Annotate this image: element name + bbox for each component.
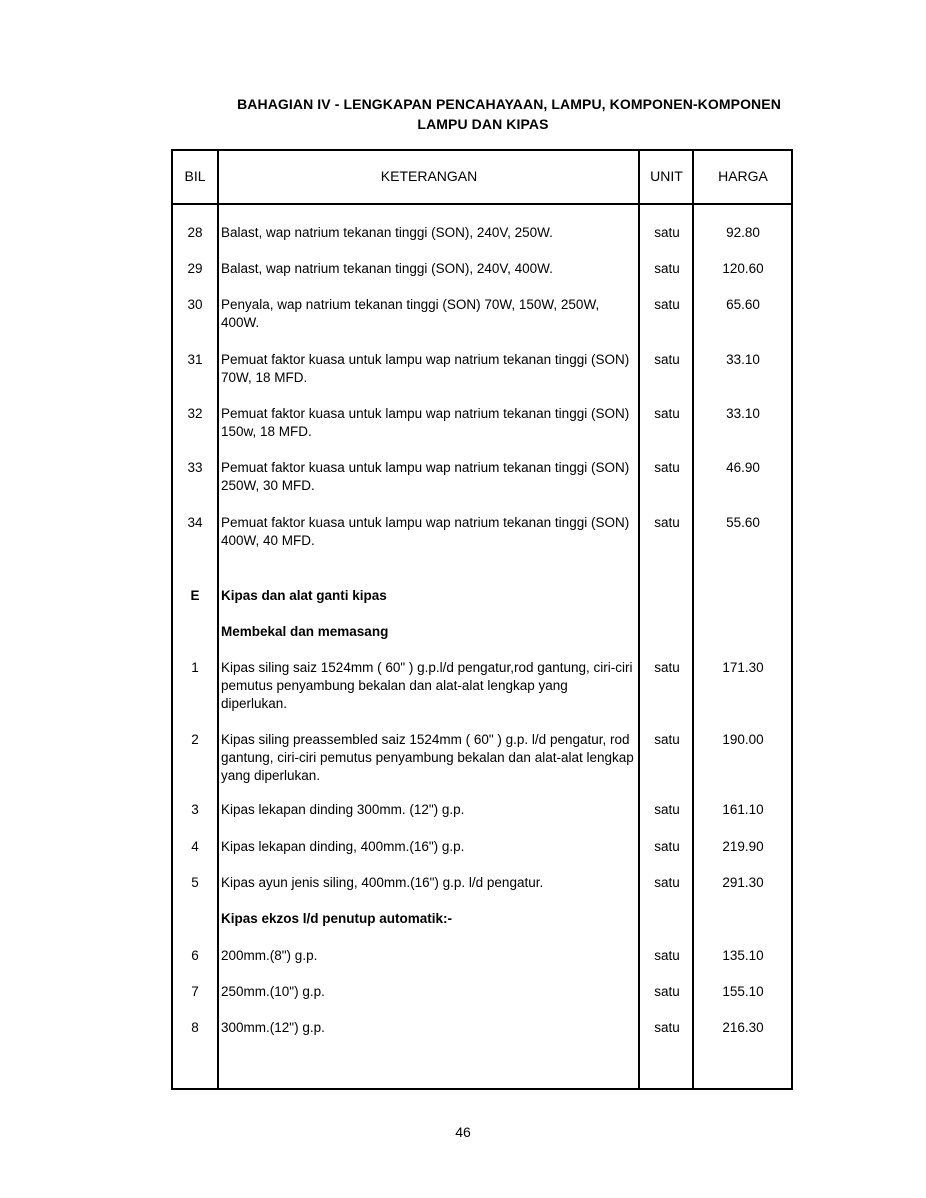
row-keterangan: Balast, wap natrium tekanan tinggi (SON), 240V, 400W.: [221, 261, 553, 276]
row-unit: satu: [654, 984, 680, 999]
row-unit: satu: [654, 352, 680, 367]
row-bil: 31: [187, 352, 203, 367]
page-number: 46: [455, 1124, 471, 1140]
row-bil: 29: [187, 261, 203, 276]
row-keterangan: Kipas lekapan dinding 300mm. (12") g.p.: [221, 802, 465, 817]
row-harga: 155.10: [722, 984, 764, 999]
row-bil: 7: [191, 984, 199, 999]
row-unit: satu: [654, 225, 680, 240]
row-keterangan: Kipas ayun jenis siling, 400mm.(16") g.p. l/d pengatur.: [221, 875, 544, 890]
row-harga: 171.30: [722, 660, 764, 675]
header-keterangan: KETERANGAN: [380, 168, 478, 184]
row-keterangan: Kipas lekapan dinding, 400mm.(16") g.p.: [221, 839, 465, 854]
row-unit: satu: [654, 802, 680, 817]
row-keterangan: 250mm.(10") g.p.: [221, 984, 325, 999]
row-harga: 219.90: [722, 839, 764, 854]
row-keterangan: Kipas siling preassembled saiz 1524mm ( 60" ) g.p. l/d pengatur, rod gantung, ciri-ciri pemutus penyambung bekalan dan alat-alat lengkap yang diperlukan.: [221, 732, 634, 783]
row-keterangan: Pemuat faktor kuasa untuk lampu wap natrium tekanan tinggi (SON) 400W, 40 MFD.: [221, 515, 630, 548]
row-bil: 28: [187, 225, 203, 240]
row-bil: 2: [191, 732, 199, 747]
row-bil: E: [190, 588, 200, 603]
row-keterangan: 300mm.(12") g.p.: [221, 1020, 325, 1035]
row-harga: 190.00: [722, 732, 764, 747]
row-unit: satu: [654, 732, 680, 747]
header-divider: [171, 203, 793, 205]
row-harga: 33.10: [726, 406, 760, 421]
row-keterangan: Kipas siling saiz 1524mm ( 60" ) g.p.l/d pengatur,rod gantung, ciri-ciri pemutus penyambung bekalan dan alat-alat lengkap yang diperlukan.: [221, 660, 633, 711]
row-unit: satu: [654, 515, 680, 530]
row-harga: 46.90: [726, 460, 760, 475]
row-harga: 55.60: [726, 515, 760, 530]
header-harga: HARGA: [718, 168, 768, 184]
row-bil: 5: [191, 875, 199, 890]
header-unit: UNIT: [650, 168, 683, 184]
row-keterangan: Balast, wap natrium tekanan tinggi (SON), 240V, 250W.: [221, 225, 553, 240]
row-keterangan: Pemuat faktor kuasa untuk lampu wap natrium tekanan tinggi (SON) 250W, 30 MFD.: [221, 460, 630, 493]
row-keterangan: Membekal dan memasang: [221, 624, 389, 639]
row-bil: 4: [191, 839, 199, 854]
column-divider-keterangan: [638, 149, 640, 1090]
row-keterangan: Pemuat faktor kuasa untuk lampu wap natrium tekanan tinggi (SON) 150w, 18 MFD.: [221, 406, 630, 439]
row-harga: 120.60: [722, 261, 764, 276]
row-bil: 32: [187, 406, 203, 421]
row-unit: satu: [654, 660, 680, 675]
row-unit: satu: [654, 261, 680, 276]
row-bil: 30: [187, 297, 203, 312]
row-unit: satu: [654, 406, 680, 421]
row-bil: 3: [191, 802, 199, 817]
row-unit: satu: [654, 1020, 680, 1035]
row-keterangan: 200mm.(8") g.p.: [221, 948, 318, 963]
row-unit: satu: [654, 875, 680, 890]
row-keterangan: Kipas ekzos l/d penutup automatik:-: [221, 911, 453, 926]
row-keterangan: Kipas dan alat ganti kipas: [221, 588, 387, 603]
header-bil: BIL: [184, 168, 206, 184]
row-harga: 291.30: [722, 875, 764, 890]
row-unit: satu: [654, 460, 680, 475]
row-unit: satu: [654, 839, 680, 854]
row-unit: satu: [654, 948, 680, 963]
row-harga: 216.30: [722, 1020, 764, 1035]
row-harga: 33.10: [726, 352, 760, 367]
row-harga: 135.10: [722, 948, 764, 963]
row-bil: 1: [191, 660, 199, 675]
row-bil: 33: [187, 460, 203, 475]
section-heading-line2: LAMPU DAN KIPAS: [417, 116, 549, 132]
row-harga: 65.60: [726, 297, 760, 312]
row-harga: 161.10: [722, 802, 764, 817]
row-keterangan: Penyala, wap natrium tekanan tinggi (SON) 70W, 150W, 250W, 400W.: [221, 297, 600, 330]
section-heading-line1: BAHAGIAN IV - LENGKAPAN PENCAHAYAAN, LAMPU, KOMPONEN-KOMPONEN: [237, 96, 781, 112]
row-keterangan: Pemuat faktor kuasa untuk lampu wap natrium tekanan tinggi (SON) 70W, 18 MFD.: [221, 352, 630, 385]
row-bil: 6: [191, 948, 199, 963]
row-unit: satu: [654, 297, 680, 312]
row-bil: 8: [191, 1020, 199, 1035]
row-bil: 34: [187, 515, 203, 530]
row-harga: 92.80: [726, 225, 760, 240]
